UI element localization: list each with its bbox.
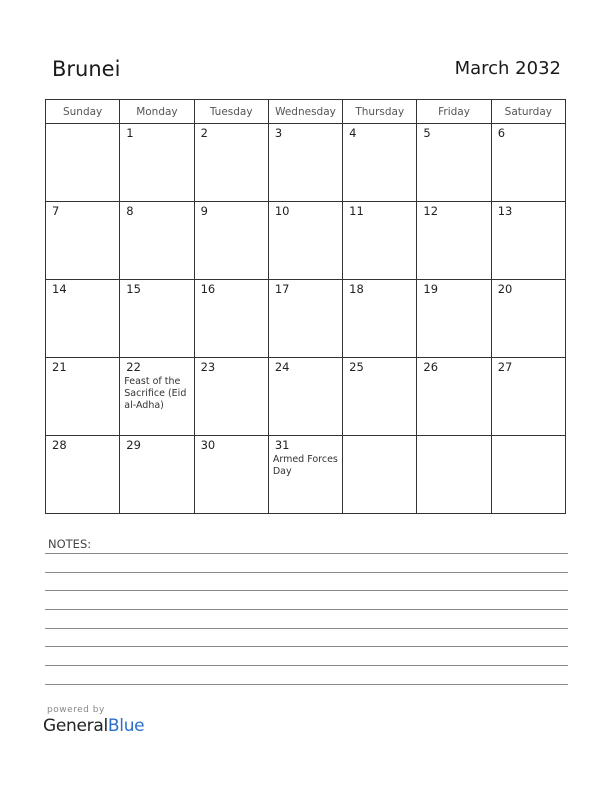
day-cell <box>268 358 342 436</box>
day-cell <box>268 436 342 514</box>
weekday-header: Friday <box>417 100 491 124</box>
day-cell <box>491 358 565 436</box>
day-cell <box>46 436 120 514</box>
day-cell <box>194 358 268 436</box>
day-cell <box>46 358 120 436</box>
powered-by-text: powered by <box>47 705 105 715</box>
weekday-header: Wednesday <box>268 100 342 124</box>
day-number: 24 <box>274 360 290 374</box>
weekday-header: Sunday <box>46 100 120 124</box>
note-line <box>45 590 568 591</box>
day-number: 13 <box>497 204 513 218</box>
day-number: 15 <box>126 282 141 296</box>
week-row <box>46 124 566 202</box>
day-number: 16 <box>200 282 216 296</box>
day-number: 9 <box>200 204 208 218</box>
day-cell <box>194 280 268 358</box>
day-number: 30 <box>200 438 216 452</box>
day-number: 23 <box>200 360 216 374</box>
day-cell <box>417 280 491 358</box>
day-cell <box>268 202 342 280</box>
day-cell <box>268 124 342 202</box>
weekday-header-row <box>46 100 566 124</box>
day-number: 19 <box>423 282 439 296</box>
note-line <box>45 553 568 554</box>
day-number: 25 <box>349 360 364 374</box>
day-cell <box>120 124 194 202</box>
day-number: 20 <box>497 282 513 296</box>
day-cell <box>268 280 342 358</box>
country-title: Brunei <box>52 57 121 81</box>
day-cell <box>417 124 491 202</box>
generalblue-logo <box>43 716 144 736</box>
day-cell <box>491 202 565 280</box>
day-number: 21 <box>52 360 67 374</box>
day-cell <box>120 280 194 358</box>
day-cell <box>194 124 268 202</box>
day-cell <box>343 280 417 358</box>
note-line <box>45 684 568 685</box>
weekday-header: Tuesday <box>194 100 268 124</box>
day-cell <box>46 124 120 202</box>
day-cell <box>120 358 194 436</box>
note-line <box>45 628 568 629</box>
day-number: 12 <box>423 204 439 218</box>
day-number: 14 <box>52 282 67 296</box>
day-cell <box>491 280 565 358</box>
day-cell <box>343 202 417 280</box>
day-number: 3 <box>274 126 283 140</box>
note-line <box>45 665 568 666</box>
day-number: 31 <box>274 438 290 452</box>
note-line <box>45 646 568 647</box>
day-number: 2 <box>200 126 208 140</box>
month-year-title: March 2032 <box>454 58 561 79</box>
day-cell <box>46 280 120 358</box>
week-row <box>46 436 566 514</box>
day-number: 28 <box>52 438 67 452</box>
day-number: 27 <box>497 360 513 374</box>
note-line <box>45 609 568 610</box>
day-cell <box>343 358 417 436</box>
day-cell <box>417 358 491 436</box>
day-number: 22 <box>126 360 141 374</box>
day-number: 4 <box>349 126 357 140</box>
day-number: 11 <box>349 204 364 218</box>
day-number: 8 <box>126 204 134 218</box>
weekday-header: Monday <box>120 100 194 124</box>
week-row <box>46 202 566 280</box>
day-cell <box>46 202 120 280</box>
weekday-header: Thursday <box>343 100 417 124</box>
week-row <box>46 358 566 436</box>
day-cell <box>194 202 268 280</box>
day-number: 6 <box>497 126 506 140</box>
day-cell <box>491 436 565 514</box>
day-number: 29 <box>126 438 141 452</box>
day-cell <box>343 436 417 514</box>
weekday-header: Saturday <box>491 100 565 124</box>
note-line <box>45 572 568 573</box>
day-cell <box>491 124 565 202</box>
day-number: 7 <box>52 204 60 218</box>
day-cell <box>343 124 417 202</box>
notes-label: NOTES: <box>48 537 92 551</box>
day-number: 18 <box>349 282 364 296</box>
day-number: 5 <box>423 126 431 140</box>
week-row <box>46 280 566 358</box>
brand-blue: Blue <box>107 716 145 736</box>
day-number: 17 <box>274 282 290 296</box>
day-cell <box>417 202 491 280</box>
holiday-event: Armed Forces Day <box>272 454 338 477</box>
brand-general: General <box>43 716 108 736</box>
holiday-event: Feast of the Sacrifice (Eid al-Adha) <box>124 376 187 411</box>
calendar-grid <box>45 99 566 514</box>
day-number: 26 <box>423 360 439 374</box>
day-cell <box>417 436 491 514</box>
day-number: 10 <box>274 204 290 218</box>
day-cell <box>120 202 194 280</box>
day-number: 1 <box>126 126 134 140</box>
day-cell <box>120 436 194 514</box>
day-cell <box>194 436 268 514</box>
